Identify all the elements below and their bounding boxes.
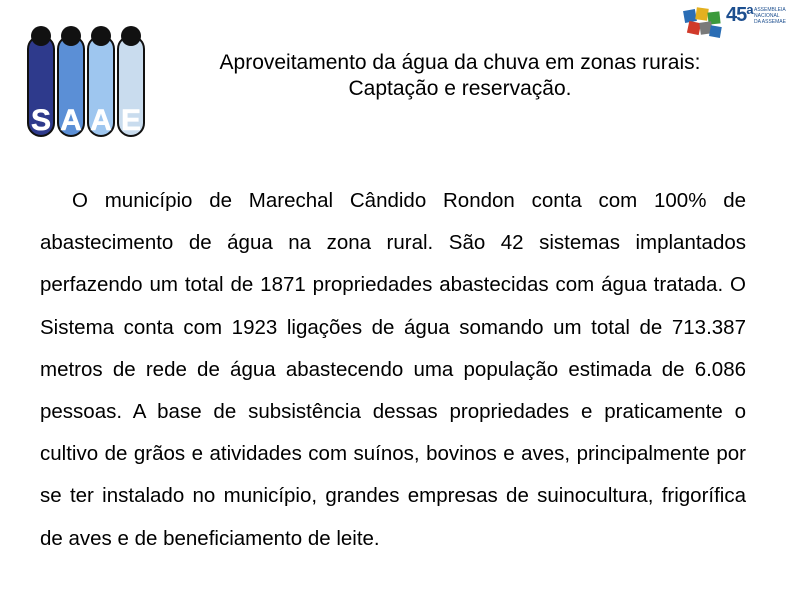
saae-logo [24,22,148,140]
logo-letter-a2: A [90,104,112,137]
assemae-line-2: NACIONAL [754,13,780,19]
page-title [150,50,770,102]
assemae-number: 45ª [726,4,753,26]
logo-letter-e: E [120,104,142,137]
puzzle-icon [682,6,724,42]
logo-letter-a1: A [60,104,82,137]
assemae-logo [682,4,786,44]
assemae-line-3: DA ASSEMAE [754,19,786,25]
assemae-lines [754,7,786,25]
body-paragraph: O município de Marechal Cândido Rondon conta com 100% de abastecimento de água na zona rural. São 42 sistemas implantados perfazendo um total de 1871 propriedades abastecidas com água tratada. O Sistema conta com 1923 ligações de água somando um total de 713.387 metros de rede de água abastecendo uma população estimada de 6.086 pessoas. A base de subsistência dessas propriedades e praticamente o cultivo de grãos e atividades com suínos, bovinos e aves, principalmente por se ter instalado no município, grandes empresas de suinocultura, frigorífica de aves e de beneficiamento de leite. [40,189,746,550]
title-line-2: Captação e reservação. [348,77,572,100]
assemae-line-1: ASSEMBLEIA [754,7,786,13]
logo-letter-s: S [30,104,52,137]
title-line-1: Aproveitamento da água da chuva em zonas rurais: [219,51,701,74]
